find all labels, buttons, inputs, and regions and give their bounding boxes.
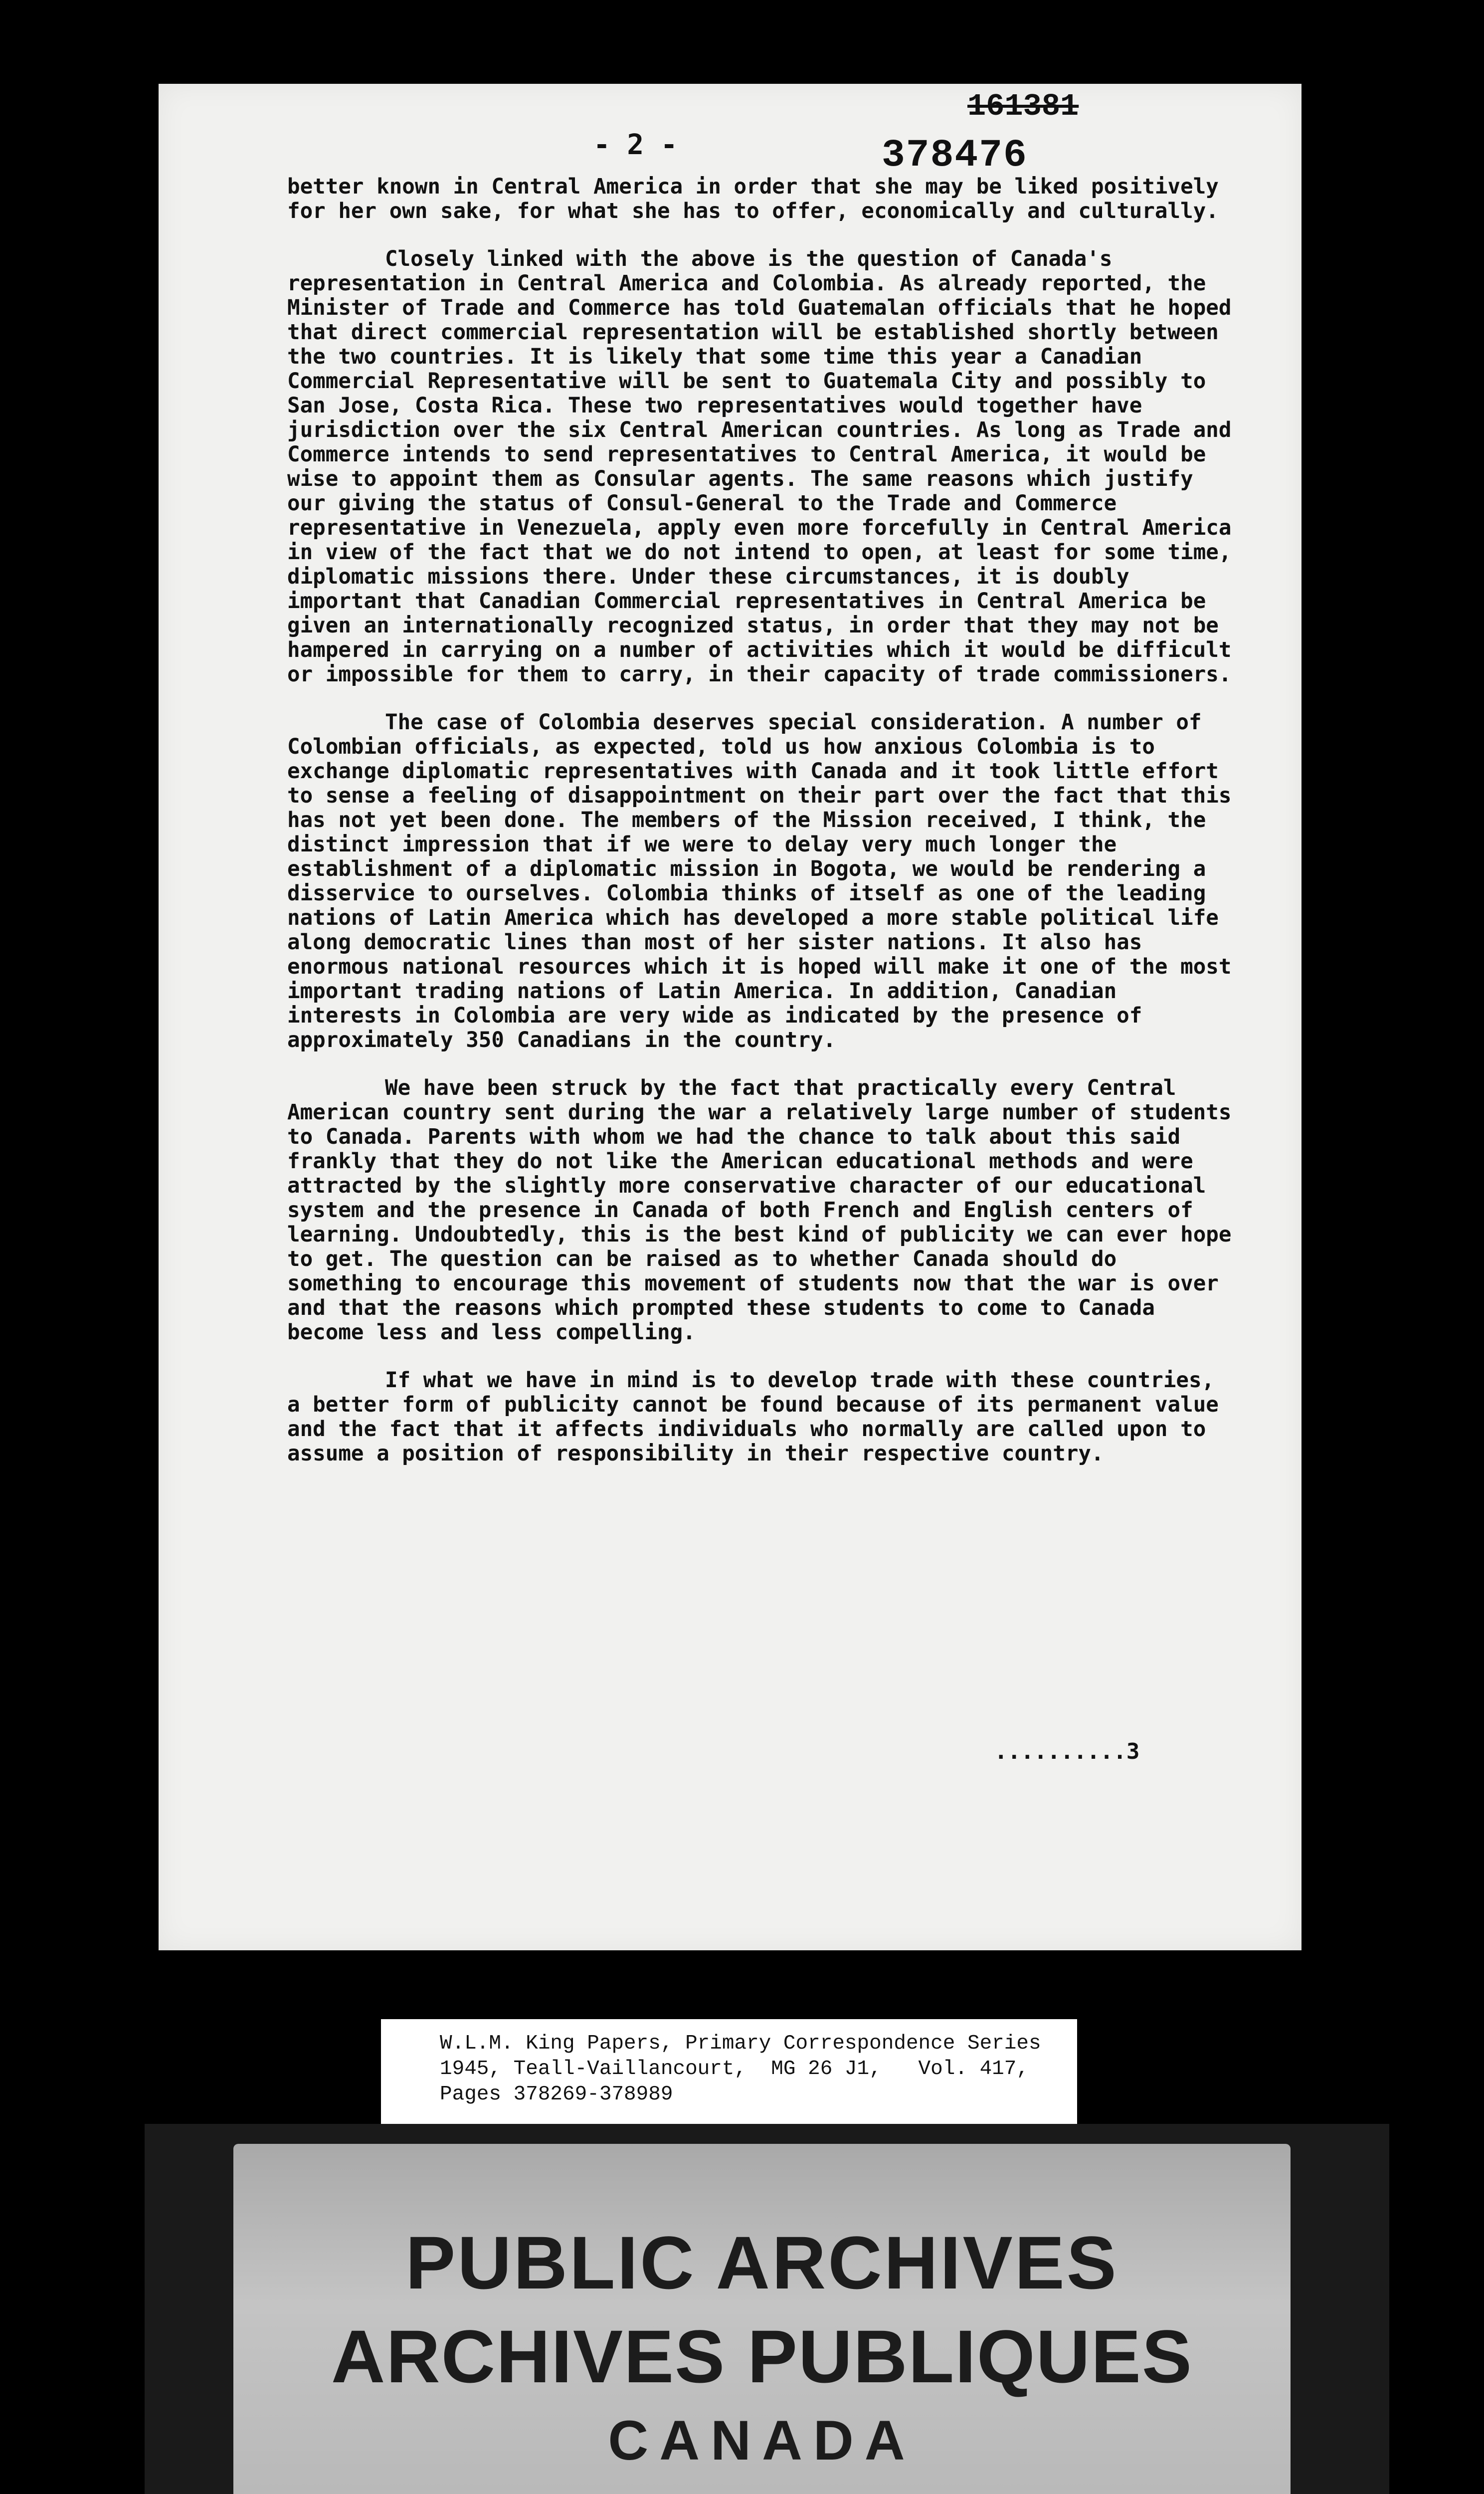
archives-stamp-plate bbox=[233, 2144, 1291, 2494]
stamp-line-french: ARCHIVES PUBLIQUES bbox=[331, 2314, 1193, 2398]
document-number: 378476 bbox=[882, 134, 1028, 178]
paragraph-1: better known in Central America in order that she may be liked positively for her own sake, for what she has to offer, economically and culturally. bbox=[287, 175, 1219, 223]
archive-citation-label bbox=[381, 2019, 1077, 2128]
paragraph-3: The case of Colombia deserves special consideration. A number of Colombian officials, as expected, told us how anxious Colombia is to exchange diplomatic representatives with Canada and it took little effort to sense a feeling of disappointment on their part over the fact that this has not yet been done. The members of the Mission received, I think, the distinct impression that if we were to delay very much longer the establishment of a diplomatic mission in Bogota, we would be rendering a disservice to ourselves. Colombia thinks of itself as one of the leading nations of Latin America which has developed a more stable political life along democratic lines than most of her sister nations. It also has enormous national resources which it is hoped will make it one of the most important trading nations of Latin America. In addition, Canadian interests in Colombia are very wide as indicated by the presence of approximately 350 Canadians in the country. bbox=[287, 710, 1232, 1052]
archives-stamp bbox=[145, 2124, 1389, 2494]
continued-on-page-marker: ..........3 bbox=[994, 1739, 1140, 1764]
citation-line-2: 1945, Teall-Vaillancourt, MG 26 J1, Vol. 417, bbox=[440, 2058, 1029, 2080]
paragraph-4: We have been struck by the fact that practically every Central American country sent during the war a relatively large number of students to Canada. Parents with whom we had the chance to talk about this said frankly that they do not like the American educational methods and were attracted by the slightly more conservative character of our educational system and the presence in Canada of both French and English centers of learning. Undoubtedly, this is the best kind of publicity we can ever hope to get. The question can be raised as to whether Canada should do something to encourage this movement of students now that the war is over and that the reasons which prompted these students to come to Canada become less and less compelling. bbox=[287, 1076, 1232, 1345]
stamp-line-country: CANADA bbox=[608, 2409, 916, 2472]
paragraph-5: If what we have in mind is to develop trade with these countries, a better form of publicity cannot be found because of its permanent value and the fact that it affects individuals who normally are called upon to assume a position of responsibility in their respective country. bbox=[287, 1368, 1219, 1466]
page-number: - 2 - bbox=[593, 129, 678, 161]
struck-document-number: 161381 bbox=[967, 89, 1079, 124]
stamp-line-english: PUBLIC ARCHIVES bbox=[405, 2221, 1118, 2304]
citation-line-1: W.L.M. King Papers, Primary Correspondence Series bbox=[440, 2032, 1041, 2055]
letter-body bbox=[287, 175, 1235, 1489]
paragraph-2: Closely linked with the above is the question of Canada's representation in Central America and Colombia. As already reported, the Minister of Trade and Commerce has told Guatemalan officials that he hoped that direct commercial representation will be established shortly between the two countries. It is likely that some time this year a Canadian Commercial Representative will be sent to Guatemala City and possibly to San Jose, Costa Rica. These two representatives would together have jurisdiction over the six Central American countries. As long as Trade and Commerce intends to send representatives to Central America, it would be wise to appoint them as Consular agents. The same reasons which justify our giving the status of Consul-General to the Trade and Commerce representative in Venezuela, apply even more forcefully in Central America in view of the fact that we do not intend to open, at least for some time, diplomatic missions there. Under these circumstances, it is doubly important that Canadian Commercial representatives in Central America be given an internationally recognized status, in order that they may not be hampered in carrying on a number of activities which it would be difficult or impossible for them to carry, in their capacity of trade commissioners. bbox=[287, 247, 1232, 687]
citation-line-3: Pages 378269-378989 bbox=[440, 2083, 673, 2106]
